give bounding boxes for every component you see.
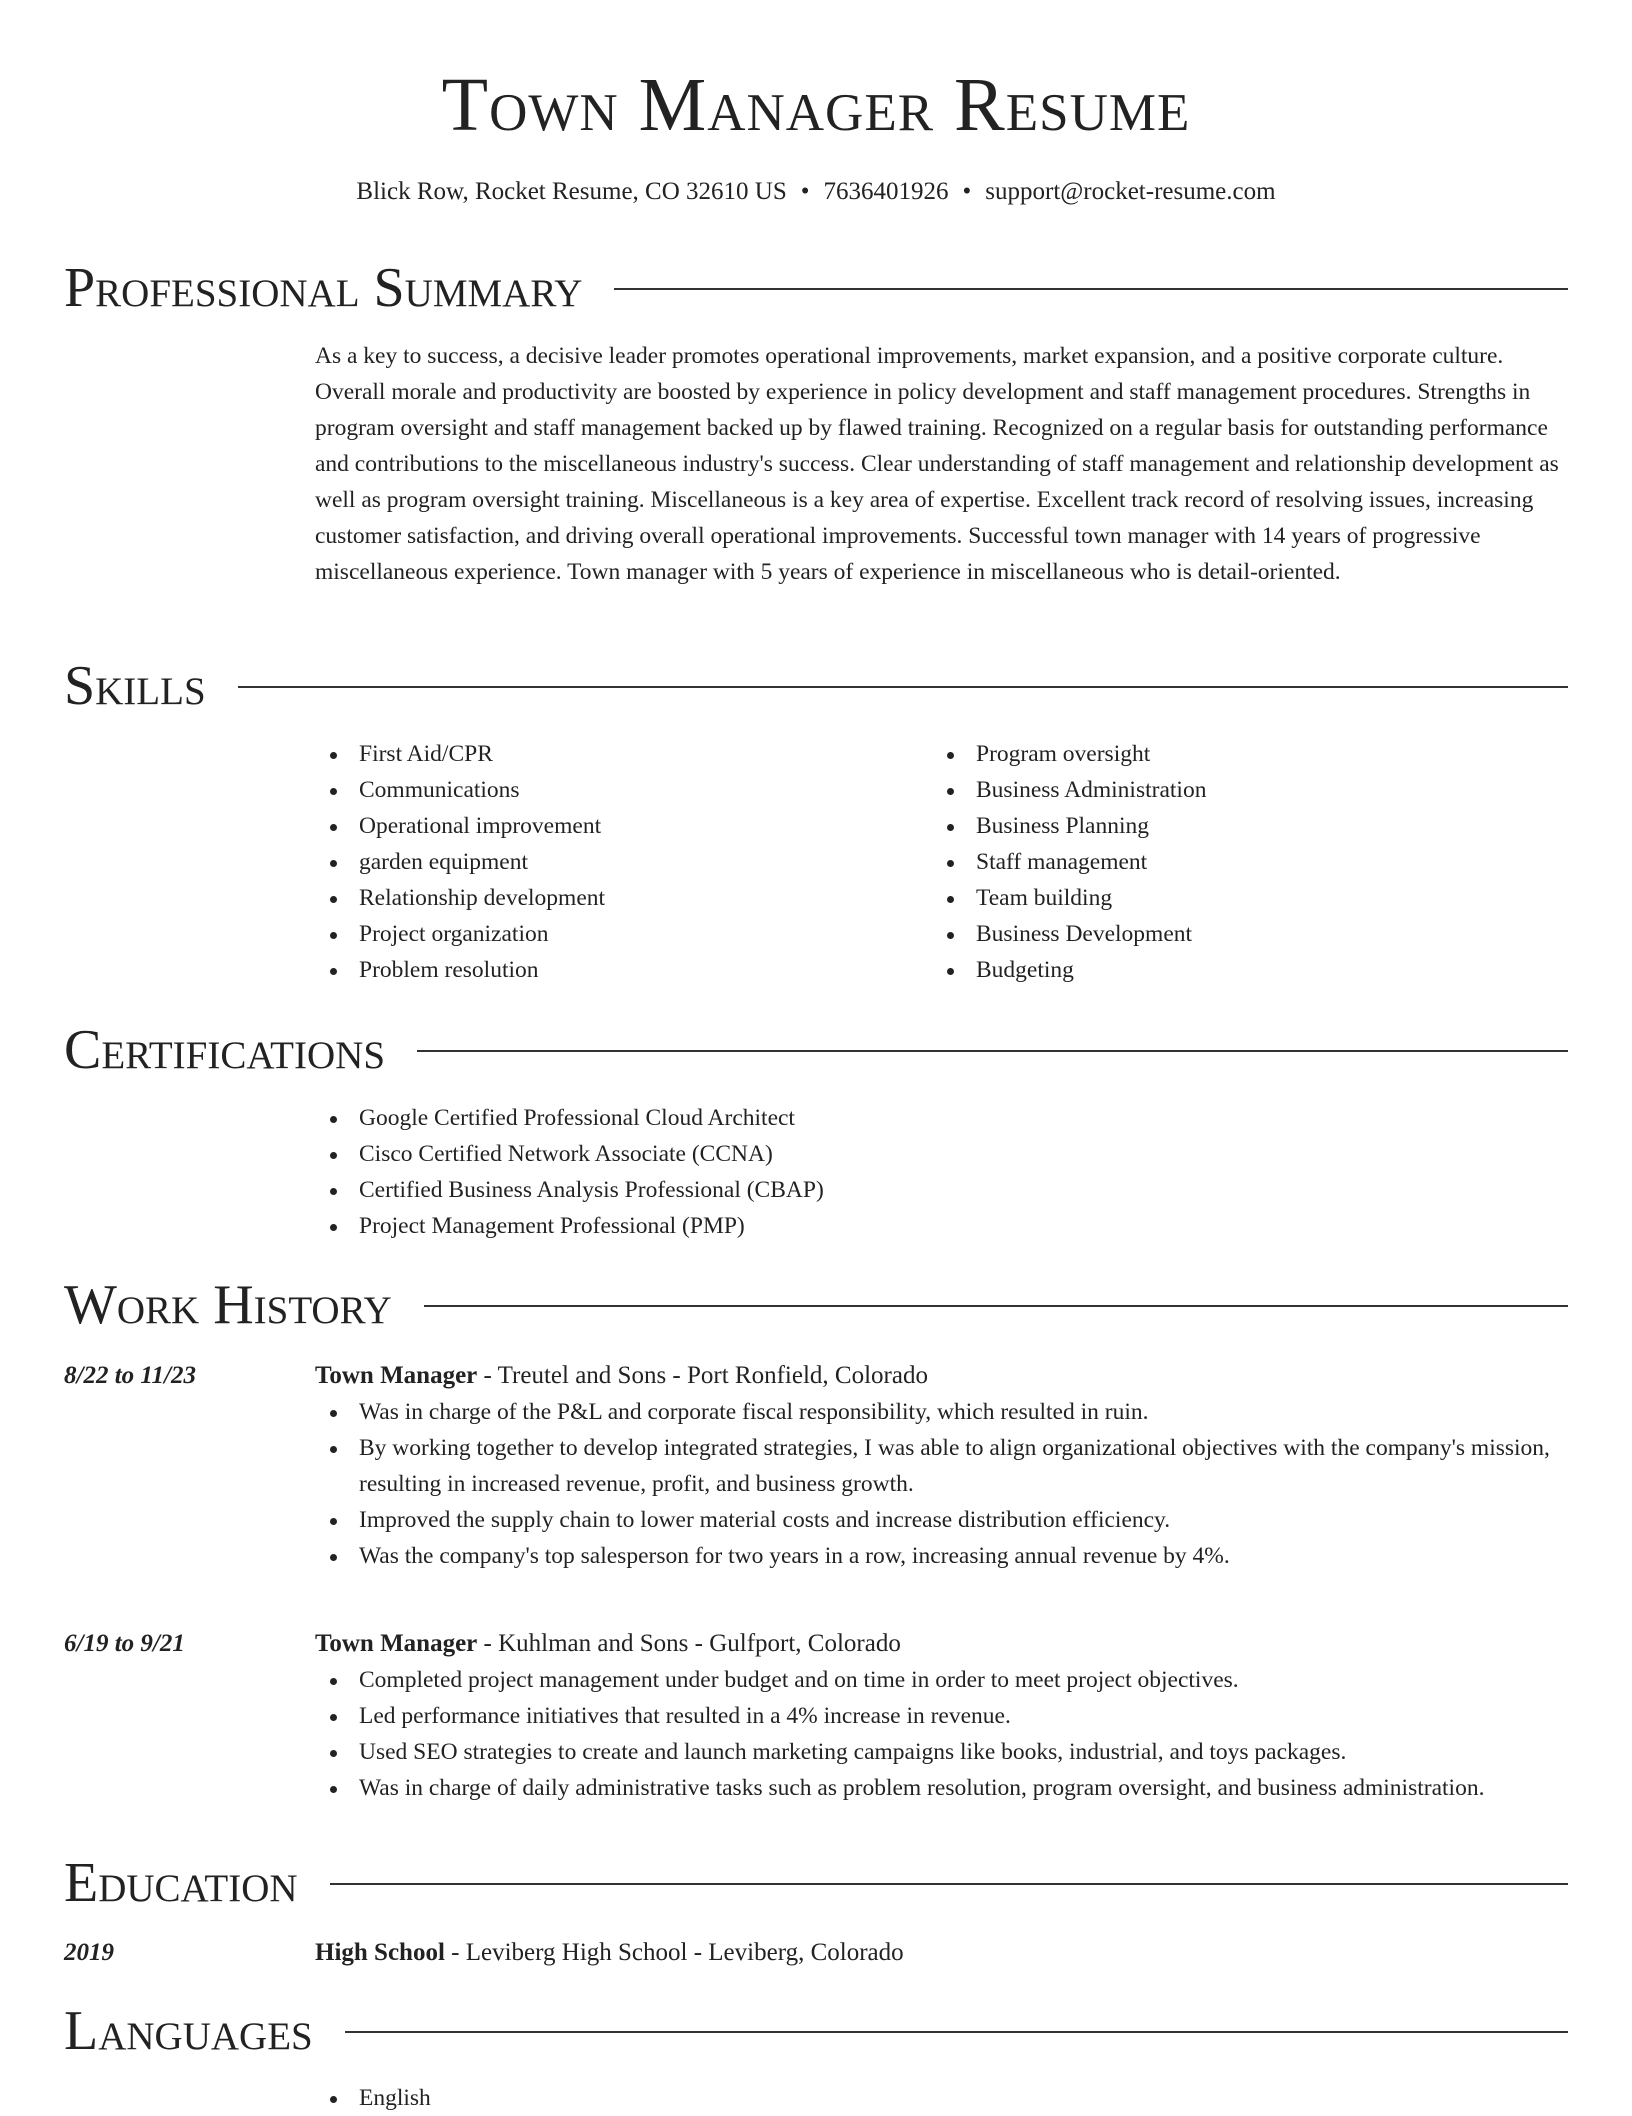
skill-item: Staff management (932, 844, 1549, 880)
section-divider (614, 288, 1568, 290)
job-entry (315, 1626, 1568, 1806)
skills-column-left (315, 736, 932, 988)
section-title-summary: Professional Summary (64, 257, 583, 319)
languages-section-header (64, 2001, 1568, 2061)
languages-list (315, 2080, 1568, 2116)
job-heading (315, 1626, 1568, 1662)
resume-title: Town Manager Resume (441, 63, 1191, 147)
education-section-header (64, 1853, 1568, 1913)
job-duty-item: Was in charge of the P&L and corporate fiscal responsibility, which resulted in ruin. (315, 1394, 1568, 1430)
skill-item: First Aid/CPR (315, 736, 932, 772)
contact-email: support@rocket-resume.com (985, 178, 1276, 205)
skill-item: Project organization (315, 916, 932, 952)
summary-block (315, 338, 1568, 590)
skill-item: Business Planning (932, 808, 1549, 844)
job-employer: - Treutel and Sons - Port Ronfield, Colorado (477, 1362, 928, 1389)
job-duty-item: Used SEO strategies to create and launch marketing campaigns like books, industrial, and toys packages. (315, 1734, 1568, 1770)
summary-text: As a key to success, a decisive leader promotes operational improvements, market expansion, and a positive corporate culture. Overall morale and productivity are boosted by experience in policy development and staff management procedures. Strengths in program oversight and staff management backed up by flawed training. Recognized on a regular basis for outstanding performance and contributions to the miscellaneous industry's success. Clear understanding of staff management and relationship development as well as program oversight training. Miscellaneous is a key area of expertise. Excellent track record of resolving issues, increasing customer satisfaction, and driving overall operational improvements. Successful town manager with 14 years of progressive miscellaneous experience. Town manager with 5 years of experience in miscellaneous who is detail-oriented. (315, 343, 1559, 585)
languages-block (315, 2080, 1568, 2116)
section-title-certifications: Certifications (64, 1019, 386, 1081)
skills-section-header (64, 656, 1568, 716)
language-item: English (315, 2080, 1568, 2116)
skills-column-right (932, 736, 1549, 988)
skill-item: Operational improvement (315, 808, 932, 844)
job-duty-item: Was in charge of daily administrative tasks such as problem resolution, program oversight, and business administration. (315, 1770, 1568, 1806)
skill-item: Business Development (932, 916, 1549, 952)
education-year: 2019 (64, 1939, 114, 1966)
section-divider (330, 1883, 1568, 1885)
contact-phone: 7636401926 (823, 178, 949, 205)
certification-item: Certified Business Analysis Professional (CBAP) (315, 1172, 1568, 1208)
skill-item: Business Administration (932, 772, 1549, 808)
section-title-skills: Skills (64, 655, 206, 717)
job-dates: 8/22 to 11/23 (64, 1362, 196, 1389)
certifications-list (315, 1100, 1568, 1244)
section-title-education: Education (64, 1852, 298, 1914)
job-duty-item: Was the company's top salesperson for two years in a row, increasing annual revenue by 4%. (315, 1538, 1568, 1574)
skill-item: garden equipment (315, 844, 932, 880)
contact-address: Blick Row, Rocket Resume, CO 32610 US (356, 178, 787, 205)
job-title: Town Manager (315, 1630, 478, 1657)
job-duty-item: Improved the supply chain to lower material costs and increase distribution efficiency. (315, 1502, 1568, 1538)
skill-item: Program oversight (932, 736, 1549, 772)
work-section-header (64, 1275, 1568, 1335)
job-duties-list (315, 1662, 1568, 1806)
job-duty-item: By working together to develop integrated strategies, I was able to align organizational objectives with the company's mission, resulting in increased revenue, profit, and business growth. (315, 1430, 1568, 1502)
contact-line (0, 174, 1632, 210)
education-heading (315, 1935, 1568, 1971)
job-duty-item: Led performance initiatives that resulted in a 4% increase in revenue. (315, 1698, 1568, 1734)
education-degree: High School (315, 1939, 445, 1966)
summary-section-header (64, 258, 1568, 318)
job-dates: 6/19 to 9/21 (64, 1630, 185, 1657)
education-school: - Leviberg High School - Leviberg, Colorado (444, 1939, 904, 1966)
skill-item: Problem resolution (315, 952, 932, 988)
certification-item: Project Management Professional (PMP) (315, 1208, 1568, 1244)
section-divider (417, 1050, 1568, 1052)
job-title: Town Manager (315, 1362, 478, 1389)
contact-separator: • (800, 178, 810, 205)
job-heading (315, 1358, 1568, 1394)
skill-item: Relationship development (315, 880, 932, 916)
job-entry (315, 1358, 1568, 1574)
section-title-languages: Languages (64, 2000, 313, 2062)
job-duty-item: Completed project management under budget and on time in order to meet project objectives. (315, 1662, 1568, 1698)
skill-item: Communications (315, 772, 932, 808)
job-duties-list (315, 1394, 1568, 1574)
education-entry (315, 1935, 1568, 1971)
section-divider (345, 2031, 1568, 2033)
certification-item: Google Certified Professional Cloud Architect (315, 1100, 1568, 1136)
skills-list (315, 736, 1568, 988)
certifications-block (315, 1100, 1568, 1244)
certifications-section-header (64, 1020, 1568, 1080)
section-divider (424, 1305, 1568, 1307)
certification-item: Cisco Certified Network Associate (CCNA) (315, 1136, 1568, 1172)
skill-item: Budgeting (932, 952, 1549, 988)
contact-separator: • (962, 178, 972, 205)
job-employer: - Kuhlman and Sons - Gulfport, Colorado (477, 1630, 901, 1657)
skill-item: Team building (932, 880, 1549, 916)
section-divider (238, 686, 1568, 688)
section-title-work: Work History (64, 1274, 392, 1336)
